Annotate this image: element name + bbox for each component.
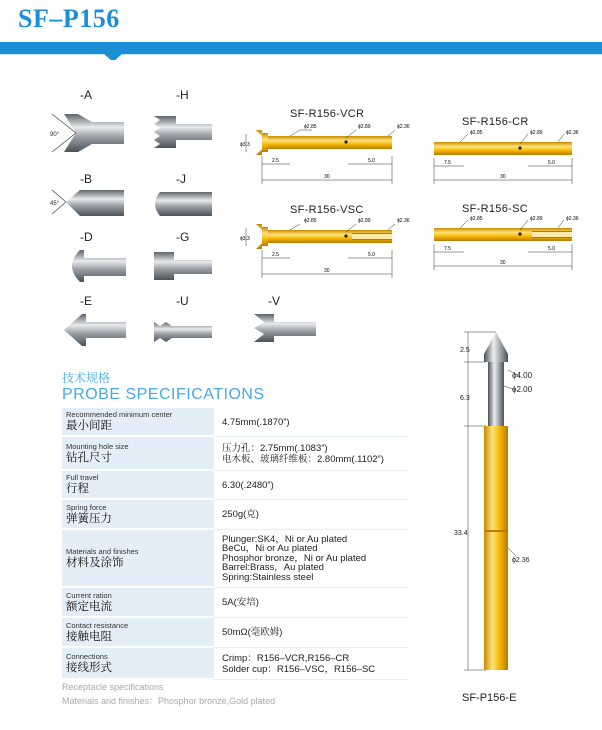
- vsc-l1: 2.5: [272, 252, 279, 258]
- probe-d-neck: ϕ2.00: [512, 385, 533, 394]
- spec-value: 250g(克): [222, 509, 259, 520]
- tip-label-h: -H: [176, 88, 189, 102]
- spec-value: Solder cup：R156–VSC，R156–SC: [222, 663, 376, 675]
- spec-row: [62, 618, 408, 648]
- spec-value: Phosphor bronze，Ni or Au plated: [222, 552, 367, 564]
- pin-title-cr: SF-R156-CR: [462, 116, 529, 128]
- spec-value: 压力孔：2.75mm(.1083”): [222, 442, 328, 454]
- tip-a-icon: [48, 104, 130, 162]
- spec-value: Plunger:SK4，Ni or Au plated: [222, 533, 348, 545]
- tip-label-a: -A: [80, 88, 92, 102]
- footer-line-2: Materials and finishes：Phosphor bronze,Gold plated: [62, 696, 276, 706]
- footer-line-1: Receptacle specifications: [62, 682, 164, 692]
- cr-l1: 7.5: [444, 160, 451, 166]
- spec-label-cn: 行程: [66, 483, 89, 495]
- spec-row: [62, 471, 408, 500]
- vcr-l2: 5.0: [368, 158, 375, 164]
- spec-label-cn: 弹簧压力: [66, 512, 112, 525]
- pin-title-sc: SF-R156-SC: [462, 203, 528, 215]
- vcr-l1: 2.5: [272, 158, 279, 164]
- receptacle-sc-drawing: [428, 214, 590, 276]
- spec-label-en: Connections: [66, 651, 108, 661]
- spec-row: [62, 500, 408, 530]
- tip-a-angle: 90°: [50, 132, 60, 138]
- sc-l1: 7.5: [444, 246, 451, 252]
- receptacle-vcr-drawing: [240, 120, 418, 190]
- cr-d2: ϕ2.89: [530, 130, 543, 136]
- spec-value: 50mΩ(毫欧姆): [222, 627, 283, 638]
- pin-title-vsc: SF-R156-VSC: [290, 204, 364, 216]
- page-title: SF–P156: [18, 4, 120, 33]
- spec-heading-en: PROBE SPECIFICATIONS: [62, 386, 265, 403]
- sc-l2: 5.0: [548, 246, 555, 252]
- spec-label-en: Current ration: [66, 590, 112, 600]
- spec-row: [62, 437, 408, 471]
- tip-g-icon: [150, 248, 216, 284]
- spec-label-en: Materials and finishes: [66, 546, 139, 556]
- tip-label-e: -E: [80, 294, 92, 308]
- spec-heading-cn: 技术规格: [62, 371, 111, 385]
- probe-dim-total: 33.4: [454, 530, 468, 537]
- vcr-d2: ϕ2.89: [358, 124, 371, 130]
- tip-j-icon: [148, 188, 218, 222]
- tip-v-icon: [250, 308, 320, 348]
- tip-b-angle: 45°: [50, 201, 60, 207]
- cr-d3: ϕ2.36: [566, 130, 579, 136]
- vcr-total: 30: [324, 174, 330, 180]
- tip-label-g: -G: [176, 230, 190, 244]
- spec-value: 6.30(.2480”): [222, 479, 274, 491]
- spec-row: [62, 648, 408, 680]
- spec-label-en: Spring force: [66, 502, 107, 512]
- probe-e-drawing: [440, 330, 580, 690]
- tip-label-d: -D: [80, 230, 93, 244]
- spec-table: [62, 408, 408, 680]
- spec-row: [62, 530, 408, 588]
- spec-label-cn: 材料及涂饰: [66, 556, 124, 569]
- cr-d1: ϕ2.85: [470, 130, 483, 136]
- spec-row: [62, 408, 408, 437]
- spec-value: Spring:Stainless steel: [222, 571, 314, 583]
- tip-b-icon: [48, 184, 130, 224]
- spec-row: [62, 588, 408, 618]
- vsc-d3: ϕ2.36: [397, 218, 410, 224]
- header-band: [0, 40, 602, 60]
- probe-d-head: ϕ4.00: [512, 371, 533, 380]
- spec-value: 5A(安培): [222, 597, 259, 608]
- cr-l2: 5.0: [548, 160, 555, 166]
- probe-dim-upper: 6.3: [460, 395, 470, 402]
- probe-d-barrel: ϕ2.36: [512, 557, 530, 564]
- vsc-total: 30: [324, 268, 330, 274]
- vcr-d3: ϕ2.36: [397, 124, 410, 130]
- tip-d-icon: [60, 246, 130, 286]
- tip-u-icon: [150, 316, 216, 344]
- tip-label-b: -B: [80, 172, 92, 186]
- vsc-d2: ϕ2.89: [358, 218, 371, 224]
- sc-d1: ϕ2.85: [470, 216, 483, 222]
- spec-label-en: Mounting hole size: [66, 441, 129, 451]
- tip-e-icon: [60, 310, 130, 350]
- spec-value: 电木板、玻璃纤维板：2.80mm(.1102”): [222, 453, 384, 465]
- vcr-d1: ϕ2.85: [304, 124, 317, 130]
- tip-h-icon: [150, 108, 216, 158]
- receptacle-vsc-drawing: [240, 216, 418, 286]
- spec-value: 4.75mm(.1870”): [222, 416, 290, 428]
- cr-total: 30: [500, 174, 506, 180]
- spec-label-en: Full travel: [66, 473, 99, 482]
- vcr-height: ϕ3.3: [240, 142, 250, 148]
- spec-label-cn: 额定电流: [66, 600, 112, 613]
- spec-value: BeCu，Ni or Au plated: [222, 543, 318, 555]
- spec-value: Barrel:Brass，Au plated: [222, 562, 324, 574]
- receptacle-cr-drawing: [428, 128, 590, 190]
- spec-label-cn: 钻孔尺寸: [66, 451, 112, 464]
- spec-value: Crimp：R156–VCR,R156–CR: [222, 652, 350, 664]
- probe-dim-tip: 2.5: [460, 347, 470, 354]
- probe-label: SF-P156-E: [462, 692, 517, 704]
- spec-label-en: Contact resistance: [66, 620, 129, 630]
- pin-title-vcr: SF-R156-VCR: [290, 108, 365, 120]
- sc-d3: ϕ2.36: [566, 216, 579, 222]
- sc-d2: ϕ2.89: [530, 216, 543, 222]
- vsc-d1: ϕ2.85: [304, 218, 317, 224]
- tip-label-j: -J: [176, 172, 186, 186]
- vsc-height: ϕ3.3: [240, 236, 250, 242]
- spec-label-cn: 接触电阻: [66, 630, 112, 643]
- spec-label-cn: 接线形式: [66, 661, 112, 674]
- spec-label-cn: 最小间距: [66, 420, 112, 432]
- spec-label-en: Recommended minimum center: [66, 410, 173, 419]
- sc-total: 30: [500, 260, 506, 266]
- tip-label-u: -U: [176, 294, 189, 308]
- tip-label-v: -V: [268, 294, 280, 308]
- vsc-l2: 5.0: [368, 252, 375, 258]
